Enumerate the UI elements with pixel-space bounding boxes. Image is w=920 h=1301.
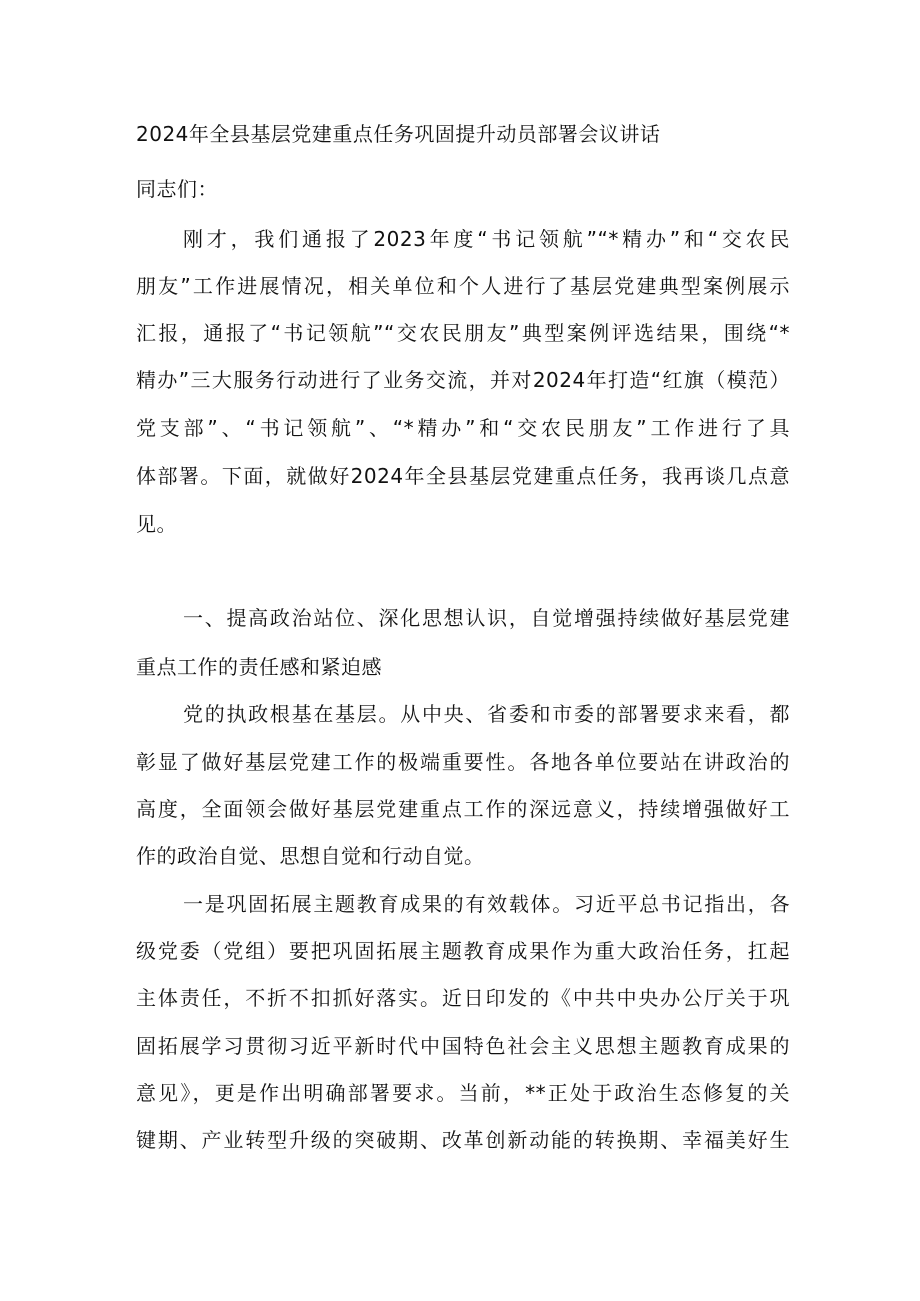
heading-line: 一、提高政治站位、深化思想认识，自觉增强持续做好基层党建 — [183, 606, 790, 630]
paragraph-line: 朋友”工作进展情况，相关单位和个人进行了基层党建典型案例展示 — [136, 274, 790, 298]
paragraph-line: 作的政治自觉、思想自觉和行动自觉。 — [136, 844, 485, 868]
document-title: 2024年全县基层党建重点任务巩固提升动员部署会议讲话 — [136, 122, 661, 146]
paragraph-line: 彰显了做好基层党建工作的极端重要性。各地各单位要站在讲政治的 — [136, 750, 790, 774]
paragraph-line: 高度，全面领会做好基层党建重点工作的深远意义，持续增强做好工 — [136, 797, 790, 821]
paragraph-line: 精办”三大服务行动进行了业务交流，并对2024年打造“红旗（模范） — [136, 368, 790, 392]
paragraph-line: 主体责任，不折不扣抓好落实。近日印发的《中共中央办公厅关于巩 — [136, 986, 790, 1010]
salutation: 同志们： — [136, 177, 218, 201]
paragraph-line: 固拓展学习贯彻习近平新时代中国特色社会主义思想主题教育成果的 — [136, 1034, 790, 1058]
paragraph-line: 党支部”、“书记领航”、“*精办”和“交农民朋友”工作进行了具 — [136, 416, 790, 440]
paragraph-line: 级党委（党组）要把巩固拓展主题教育成果作为重大政治任务，扛起 — [136, 939, 790, 963]
paragraph-line: 体部署。下面，就做好2024年全县基层党建重点任务，我再谈几点意 — [136, 464, 790, 488]
heading-line: 重点工作的责任感和紧迫感 — [136, 655, 382, 679]
paragraph-line: 意见》，更是作出明确部署要求。当前，**正处于政治生态修复的关 — [136, 1081, 790, 1105]
paragraph-line: 一是巩固拓展主题教育成果的有效载体。习近平总书记指出，各 — [183, 892, 790, 916]
paragraph-line: 汇报，通报了“书记领航”“交农民朋友”典型案例评选结果，围绕“* — [136, 321, 790, 345]
paragraph-line: 见。 — [136, 512, 177, 536]
paragraph-line: 党的执政根基在基层。从中央、省委和市委的部署要求来看，都 — [183, 702, 790, 726]
paragraph-line: 键期、产业转型升级的突破期、改革创新动能的转换期、幸福美好生 — [136, 1128, 790, 1152]
paragraph-line: 刚才，我们通报了2023年度“书记领航”“*精办”和“交农民 — [183, 227, 790, 251]
